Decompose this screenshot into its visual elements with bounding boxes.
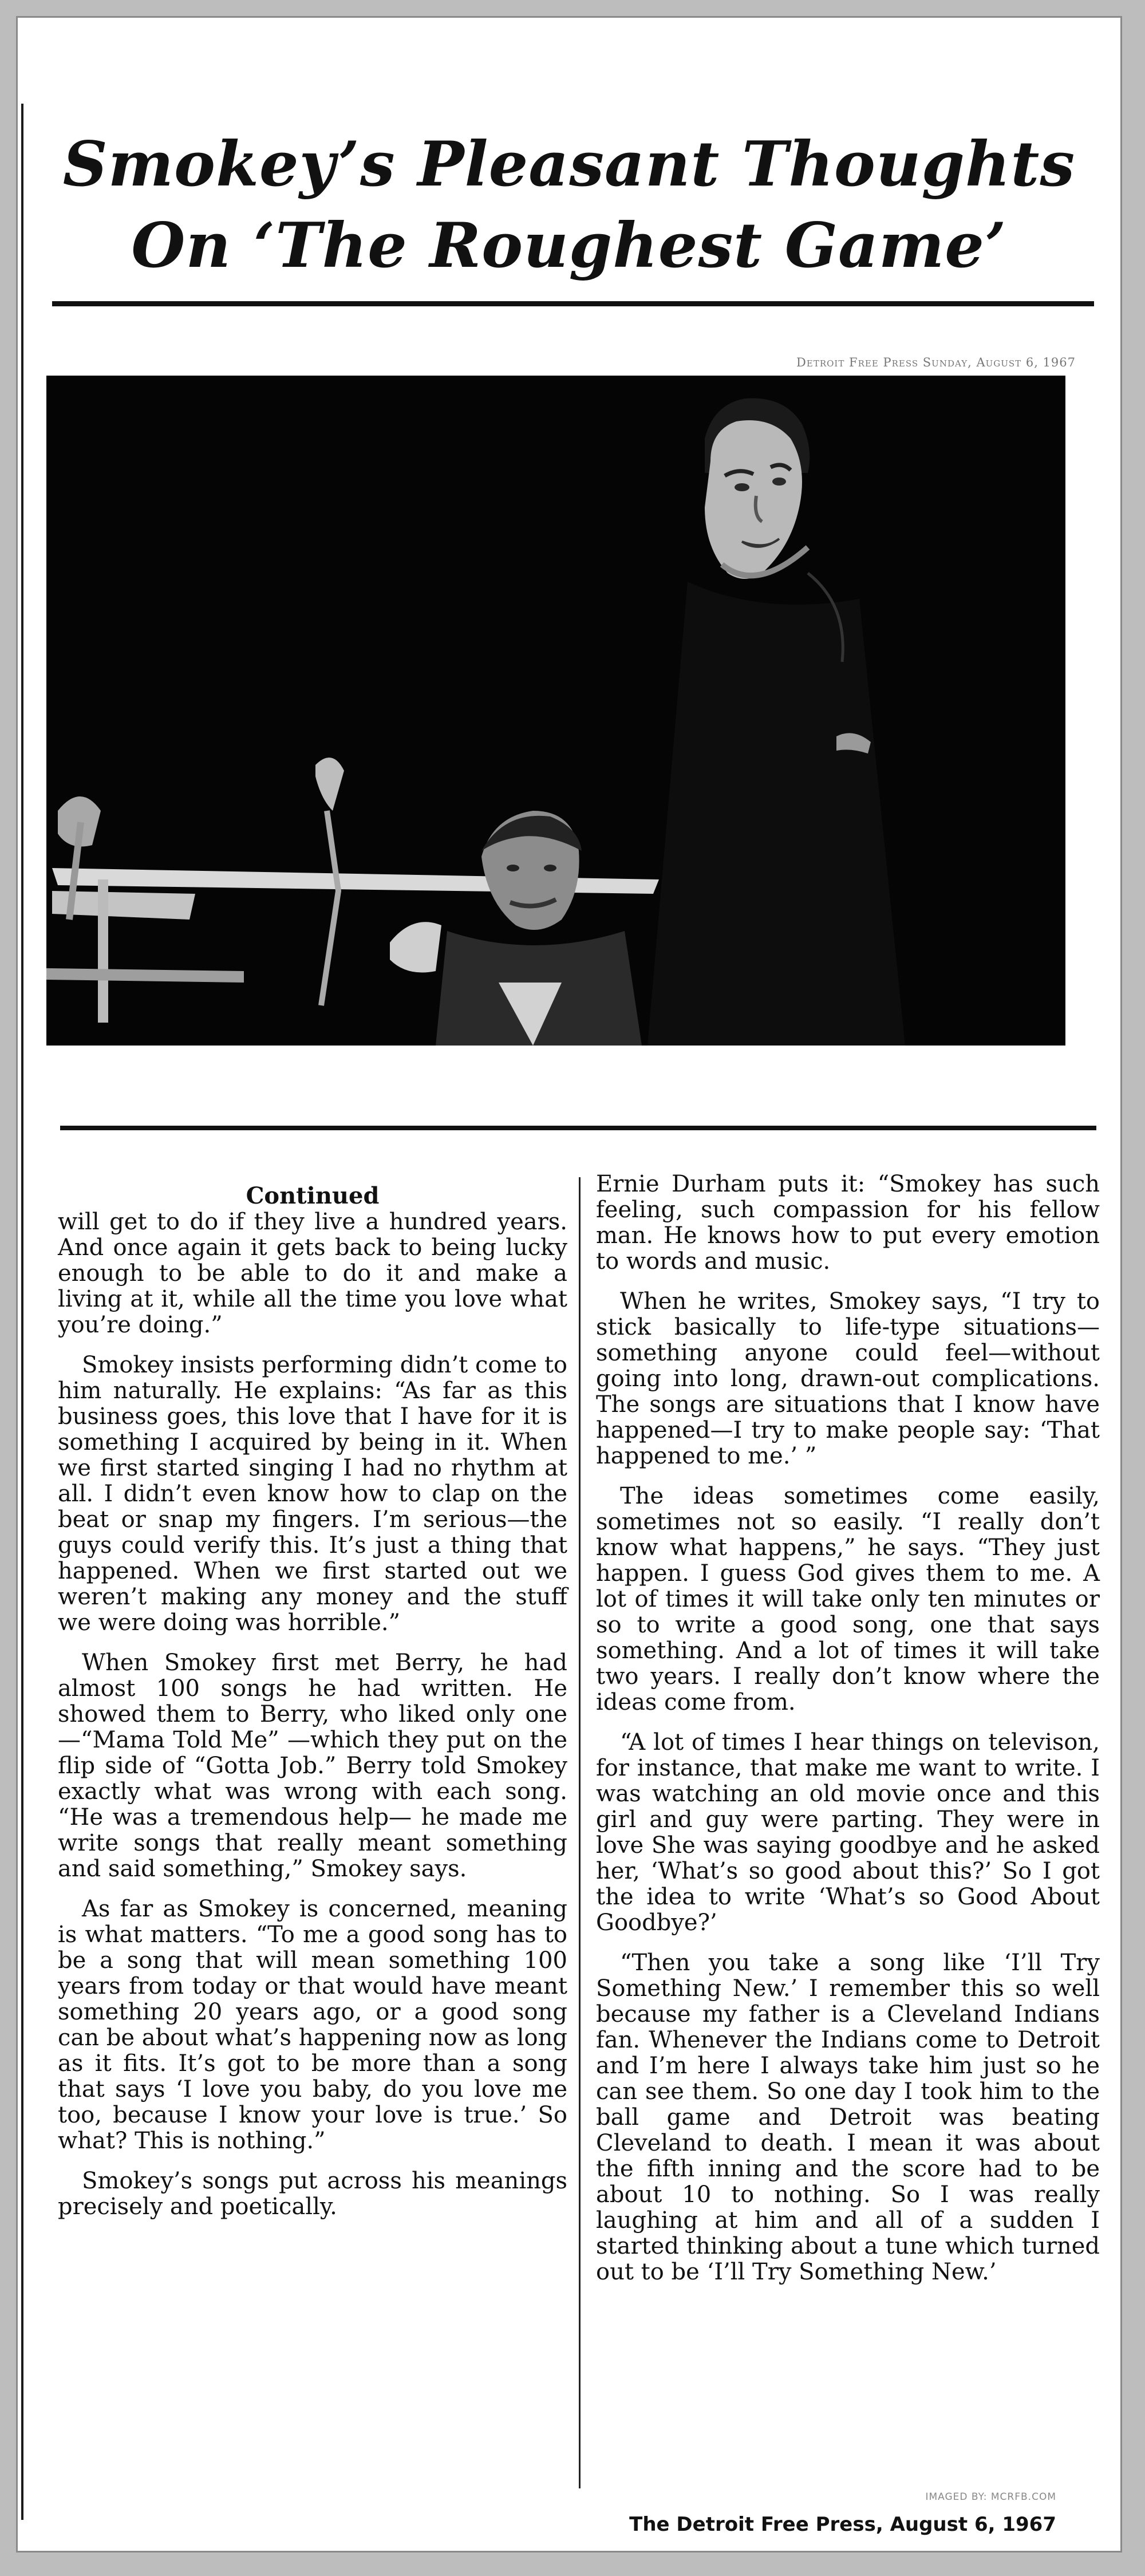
article-paragraph: The ideas sometimes come easily, sometimes not so easily. “I really don’t know what happens,” he says. “They just happen. I guess God gives them to me. A lot of times it will take only ten minutes or so to write a good song, one that says something. And a lot of times it will take two years. I really don’t know where the ideas come from.: [596, 1483, 1100, 1715]
source-citation: The Detroit Free Press, August 6, 1967: [629, 2513, 1056, 2536]
article-paragraph: will get to do if they live a hundred years. And once again it gets back to being lucky enough to be able to do it and make a living at it, while all the time you love what you’re doing.”: [58, 1209, 567, 1338]
article-paragraph: When he writes, Smokey says, “I try to stick basically to life-type situations—something anyone could feel—without going into long, drawn-out complications. The songs are situations that I know have happened—I try to make people say: ‘That happened to me.’ ”: [596, 1288, 1100, 1469]
image-credit: IMAGED BY: MCRFB.COM: [925, 2491, 1056, 2503]
continued-label: Continued: [246, 1182, 380, 1209]
article-column-left: [58, 1183, 567, 2234]
article-paragraph: “Then you take a song like ‘I’ll Try Something New.’ I remember this so well because my father is a Cleveland Indians fan. Whenever the Indians come to Detroit and I’m here I always take him just so he can see them. So one day I took him to the ball game and Detroit was beating Cleveland to death. I mean it was about the fifth inning and the score had to be about 10 to nothing. So I was really laughing at him and all of a sudden I started thinking about a tune which turned out to be ‘I’ll Try Something New.’: [596, 1950, 1100, 2285]
article-paragraph: When Smokey first met Berry, he had almost 100 songs he had written. He showed them to Berry, who liked only one—“Mama Told Me” —which they put on the flip side of “Gotta Job.” Berry told Smokey exactly what was wrong with each song. “He was a tremendous help— he made me write songs that really meant something and said something,” Smokey says.: [58, 1650, 567, 1882]
article-paragraph: Ernie Durham puts it: “Smokey has such feeling, such compassion for his fellow man. He knows how to put every emotion to words and music.: [596, 1171, 1100, 1275]
article-paragraph: As far as Smokey is concerned, meaning is what matters. “To me a good song has to be a song that will mean something 100 years from today or that would have meant something 20 years ago, or a good song can be about what’s happening now as long as it fits. It’s got to be more than a song that says ‘I love you baby, do you love me too, because I know your love is true.’ So what? This is nothing.”: [58, 1896, 567, 2154]
article-paragraph: Smokey insists performing didn’t come to him naturally. He explains: “As far as this business goes, this love that I have for it is something I acquired by being in it. When we first started singing I had no rhythm at all. I didn’t even know how to clap on the beat or snap my fingers. I’m serious—the guys could verify this. It’s just a thing that happened. When we first started out we weren’t making any money and the stuff we were doing was horrible.”: [58, 1352, 567, 1636]
concert-photo-illustration: [46, 376, 1065, 1046]
article-paragraph: “A lot of times I hear things on televison, for instance, that make me want to write. I was watching an old movie once and this girl and guy were parting. They were in love She was saying goodbye and he asked her, ‘What’s so good about this?’ So I got the idea to write ‘What’s so Good About Goodbye?’: [596, 1729, 1100, 1936]
article-column-right: [596, 1171, 1100, 2299]
headline-rule: [52, 301, 1094, 306]
column-divider: [579, 1177, 581, 2488]
headline-line-2: On ‘The Roughest Game’: [131, 210, 1007, 282]
headline: [18, 124, 1120, 286]
dateline: Detroit Free Press Sunday, August 6, 1967: [796, 356, 1076, 369]
concert-photo: [46, 376, 1065, 1046]
left-border-rule: [21, 104, 23, 2520]
newspaper-clipping: [16, 16, 1122, 2553]
article-paragraph: Smokey’s songs put across his meanings precisely and poetically.: [58, 2168, 567, 2220]
photo-bottom-rule: [60, 1126, 1096, 1130]
headline-line-1: Smokey’s Pleasant Thoughts: [62, 128, 1076, 200]
